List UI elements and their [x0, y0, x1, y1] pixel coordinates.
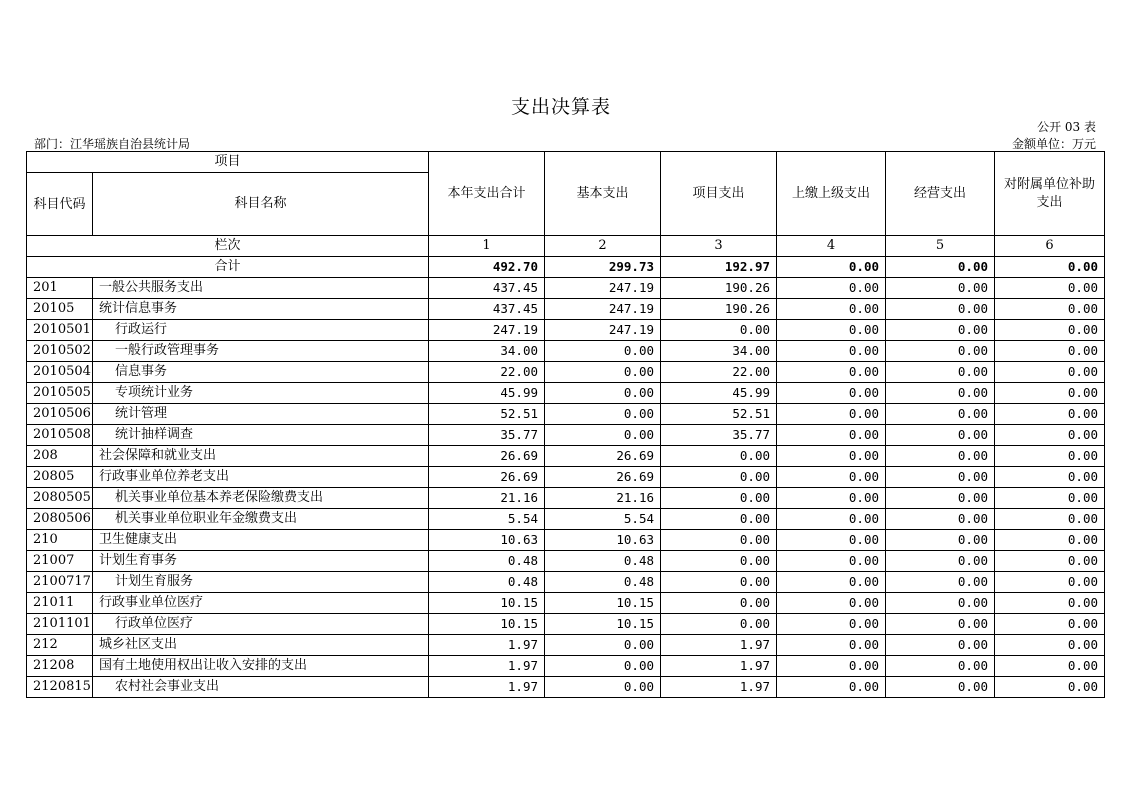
- amount-cell: 0.00: [661, 551, 777, 572]
- amount-cell: 0.00: [995, 320, 1105, 341]
- amount-cell: 0.00: [777, 656, 886, 677]
- table-row: [27, 509, 1105, 530]
- amount-cell: 5.54: [545, 509, 661, 530]
- subject-name: 统计管理: [93, 404, 429, 425]
- subject-code: 20805: [27, 467, 93, 488]
- row-index: [27, 236, 1105, 257]
- subject-name: 机关事业单位职业年金缴费支出: [93, 509, 429, 530]
- header-col-project: 项目支出: [661, 152, 777, 236]
- amount-cell: 0.00: [886, 404, 995, 425]
- amount-cell: 0.00: [995, 656, 1105, 677]
- header-col-basic: 基本支出: [545, 152, 661, 236]
- amount-cell: 10.63: [545, 530, 661, 551]
- amount-cell: 0.00: [886, 593, 995, 614]
- amount-cell: 247.19: [545, 278, 661, 299]
- subject-code: 20105: [27, 299, 93, 320]
- row-index-cell: 3: [661, 236, 777, 257]
- row-index-label: 栏次: [27, 236, 429, 257]
- amount-cell: 0.00: [886, 614, 995, 635]
- header-col-total: 本年支出合计: [429, 152, 545, 236]
- table-row: [27, 677, 1105, 698]
- amount-cell: 0.00: [995, 467, 1105, 488]
- amount-cell: 0.00: [995, 341, 1105, 362]
- amount-cell: 0.00: [661, 320, 777, 341]
- subject-name: 专项统计业务: [93, 383, 429, 404]
- amount-cell: 0.00: [995, 614, 1105, 635]
- amount-cell: 0.00: [995, 572, 1105, 593]
- amount-cell: 0.00: [545, 656, 661, 677]
- subject-code: 2100717: [27, 572, 93, 593]
- total-value: 0.00: [777, 257, 886, 278]
- amount-cell: 52.51: [661, 404, 777, 425]
- amount-cell: 0.00: [886, 278, 995, 299]
- amount-cell: 247.19: [545, 320, 661, 341]
- amount-cell: 10.15: [429, 614, 545, 635]
- table-row: [27, 446, 1105, 467]
- subject-name: 农村社会事业支出: [93, 677, 429, 698]
- amount-cell: 1.97: [429, 677, 545, 698]
- amount-cell: 0.00: [995, 383, 1105, 404]
- table-row: [27, 383, 1105, 404]
- amount-cell: 0.00: [886, 341, 995, 362]
- subject-code: 210: [27, 530, 93, 551]
- table-body: [27, 257, 1105, 698]
- table-row: [27, 320, 1105, 341]
- subject-code: 2010504: [27, 362, 93, 383]
- subject-name: 统计信息事务: [93, 299, 429, 320]
- amount-cell: 0.00: [545, 677, 661, 698]
- subject-name: 计划生育服务: [93, 572, 429, 593]
- subject-code: 212: [27, 635, 93, 656]
- amount-cell: 45.99: [429, 383, 545, 404]
- subject-name: 行政单位医疗: [93, 614, 429, 635]
- amount-cell: 0.00: [777, 488, 886, 509]
- amount-cell: 0.00: [777, 635, 886, 656]
- amount-cell: 0.48: [429, 551, 545, 572]
- table-code: 公开 03 表: [1037, 120, 1096, 134]
- amount-cell: 34.00: [429, 341, 545, 362]
- amount-cell: 1.97: [661, 677, 777, 698]
- row-index-cell: 6: [995, 236, 1105, 257]
- table-row: [27, 299, 1105, 320]
- amount-cell: 0.00: [661, 467, 777, 488]
- amount-cell: 0.00: [886, 488, 995, 509]
- amount-cell: 26.69: [545, 446, 661, 467]
- subject-name: 国有土地使用权出让收入安排的支出: [93, 656, 429, 677]
- total-row: [27, 257, 1105, 278]
- amount-cell: 0.00: [777, 341, 886, 362]
- amount-cell: 1.97: [429, 635, 545, 656]
- amount-cell: 0.00: [995, 551, 1105, 572]
- amount-cell: 0.00: [886, 425, 995, 446]
- amount-cell: 0.00: [777, 509, 886, 530]
- row-index-cell: 4: [777, 236, 886, 257]
- amount-cell: 0.00: [995, 404, 1105, 425]
- amount-cell: 0.00: [886, 509, 995, 530]
- amount-cell: 0.00: [995, 509, 1105, 530]
- amount-cell: 0.00: [886, 572, 995, 593]
- amount-cell: 0.00: [995, 278, 1105, 299]
- amount-cell: 0.00: [777, 530, 886, 551]
- amount-cell: 0.00: [886, 446, 995, 467]
- department-label: 部门：江华瑶族自治县统计局: [34, 137, 191, 151]
- amount-cell: 10.15: [545, 593, 661, 614]
- amount-cell: 35.77: [429, 425, 545, 446]
- amount-cell: 34.00: [661, 341, 777, 362]
- total-value: 299.73: [545, 257, 661, 278]
- amount-cell: 0.00: [777, 362, 886, 383]
- subject-code: 2010501: [27, 320, 93, 341]
- header-col-operating: 经营支出: [886, 152, 995, 236]
- subject-name: 信息事务: [93, 362, 429, 383]
- amount-cell: 190.26: [661, 299, 777, 320]
- amount-cell: 10.15: [545, 614, 661, 635]
- table-row: [27, 656, 1105, 677]
- amount-cell: 0.00: [545, 635, 661, 656]
- amount-cell: 247.19: [545, 299, 661, 320]
- amount-cell: 0.00: [995, 425, 1105, 446]
- amount-cell: 0.00: [777, 677, 886, 698]
- subject-code: 2010506: [27, 404, 93, 425]
- amount-cell: 0.00: [777, 572, 886, 593]
- table-header: [27, 152, 1105, 257]
- amount-cell: 0.00: [886, 467, 995, 488]
- amount-cell: 0.00: [661, 593, 777, 614]
- table-row: [27, 572, 1105, 593]
- row-index-cell: 1: [429, 236, 545, 257]
- amount-cell: 0.48: [545, 572, 661, 593]
- subject-code: 2010508: [27, 425, 93, 446]
- amount-cell: 0.00: [777, 593, 886, 614]
- total-label: 合计: [27, 257, 429, 278]
- header-name: 科目名称: [93, 173, 429, 236]
- amount-cell: 0.00: [777, 404, 886, 425]
- subject-name: 行政运行: [93, 320, 429, 341]
- amount-cell: 0.48: [545, 551, 661, 572]
- amount-cell: 0.00: [777, 278, 886, 299]
- amount-cell: 0.00: [995, 530, 1105, 551]
- amount-cell: 0.00: [545, 362, 661, 383]
- amount-cell: 26.69: [429, 446, 545, 467]
- subject-code: 21208: [27, 656, 93, 677]
- subject-code: 208: [27, 446, 93, 467]
- amount-cell: 0.00: [545, 341, 661, 362]
- row-index-cell: 2: [545, 236, 661, 257]
- amount-cell: 0.48: [429, 572, 545, 593]
- subject-code: 21011: [27, 593, 93, 614]
- amount-cell: 437.45: [429, 299, 545, 320]
- amount-cell: 0.00: [995, 677, 1105, 698]
- amount-cell: 10.63: [429, 530, 545, 551]
- amount-cell: 26.69: [545, 467, 661, 488]
- subject-code: 2080506: [27, 509, 93, 530]
- amount-cell: 1.97: [661, 656, 777, 677]
- total-value: 0.00: [995, 257, 1105, 278]
- amount-cell: 0.00: [545, 383, 661, 404]
- total-value: 192.97: [661, 257, 777, 278]
- subject-code: 201: [27, 278, 93, 299]
- header-col-remit: 上缴上级支出: [777, 152, 886, 236]
- amount-cell: 0.00: [777, 467, 886, 488]
- header-code: 科目代码: [27, 173, 93, 236]
- amount-cell: 0.00: [777, 299, 886, 320]
- subject-name: 机关事业单位基本养老保险缴费支出: [93, 488, 429, 509]
- table-row: [27, 425, 1105, 446]
- amount-cell: 0.00: [886, 299, 995, 320]
- amount-cell: 0.00: [661, 530, 777, 551]
- subject-name: 行政事业单位养老支出: [93, 467, 429, 488]
- amount-cell: 1.97: [661, 635, 777, 656]
- amount-cell: 0.00: [886, 551, 995, 572]
- amount-cell: 0.00: [661, 488, 777, 509]
- subject-name: 城乡社区支出: [93, 635, 429, 656]
- subject-name: 一般公共服务支出: [93, 278, 429, 299]
- amount-cell: 0.00: [777, 383, 886, 404]
- table-row: [27, 362, 1105, 383]
- subject-name: 社会保障和就业支出: [93, 446, 429, 467]
- page-title: 支出决算表: [510, 96, 611, 118]
- amount-cell: 0.00: [995, 488, 1105, 509]
- amount-cell: 0.00: [545, 425, 661, 446]
- amount-cell: 0.00: [777, 446, 886, 467]
- amount-cell: 21.16: [545, 488, 661, 509]
- subject-name: 计划生育事务: [93, 551, 429, 572]
- total-value: 492.70: [429, 257, 545, 278]
- amount-cell: 0.00: [777, 551, 886, 572]
- table-row: [27, 593, 1105, 614]
- total-value: 0.00: [886, 257, 995, 278]
- amount-cell: 0.00: [661, 614, 777, 635]
- amount-cell: 0.00: [995, 593, 1105, 614]
- amount-cell: 190.26: [661, 278, 777, 299]
- amount-cell: 0.00: [777, 614, 886, 635]
- subject-code: 2010502: [27, 341, 93, 362]
- amount-cell: 0.00: [995, 362, 1105, 383]
- amount-cell: 10.15: [429, 593, 545, 614]
- amount-cell: 22.00: [661, 362, 777, 383]
- amount-cell: 437.45: [429, 278, 545, 299]
- subject-name: 卫生健康支出: [93, 530, 429, 551]
- amount-cell: 0.00: [995, 635, 1105, 656]
- amount-cell: 0.00: [661, 446, 777, 467]
- amount-cell: 21.16: [429, 488, 545, 509]
- subject-code: 2120815: [27, 677, 93, 698]
- amount-cell: 35.77: [661, 425, 777, 446]
- table-row: [27, 404, 1105, 425]
- amount-cell: 0.00: [777, 425, 886, 446]
- subject-code: 2101101: [27, 614, 93, 635]
- amount-cell: 1.97: [429, 656, 545, 677]
- header-project: 项目: [27, 152, 429, 173]
- amount-cell: 52.51: [429, 404, 545, 425]
- subject-name: 一般行政管理事务: [93, 341, 429, 362]
- amount-cell: 0.00: [886, 383, 995, 404]
- amount-cell: 0.00: [886, 656, 995, 677]
- amount-cell: 0.00: [995, 299, 1105, 320]
- amount-cell: 0.00: [545, 404, 661, 425]
- amount-cell: 5.54: [429, 509, 545, 530]
- table-row: [27, 530, 1105, 551]
- amount-cell: 0.00: [886, 530, 995, 551]
- table-row: [27, 467, 1105, 488]
- table-row: [27, 278, 1105, 299]
- subject-name: 行政事业单位医疗: [93, 593, 429, 614]
- amount-cell: 0.00: [777, 320, 886, 341]
- amount-cell: 22.00: [429, 362, 545, 383]
- amount-cell: 0.00: [886, 635, 995, 656]
- amount-cell: 0.00: [886, 677, 995, 698]
- amount-cell: 0.00: [661, 509, 777, 530]
- amount-cell: 45.99: [661, 383, 777, 404]
- table-row: [27, 635, 1105, 656]
- expenditure-table: [26, 151, 1105, 698]
- amount-cell: 0.00: [995, 446, 1105, 467]
- subject-code: 2080505: [27, 488, 93, 509]
- header-col-subsidy: 对附属单位补助支出: [995, 152, 1105, 236]
- subject-code: 21007: [27, 551, 93, 572]
- subject-code: 2010505: [27, 383, 93, 404]
- amount-unit-label: 金额单位：万元: [1011, 137, 1096, 151]
- table-row: [27, 341, 1105, 362]
- table-row: [27, 551, 1105, 572]
- table-row: [27, 614, 1105, 635]
- amount-cell: 247.19: [429, 320, 545, 341]
- amount-cell: 0.00: [661, 572, 777, 593]
- amount-cell: 0.00: [886, 320, 995, 341]
- subject-name: 统计抽样调查: [93, 425, 429, 446]
- table-row: [27, 488, 1105, 509]
- amount-cell: 0.00: [886, 362, 995, 383]
- amount-cell: 26.69: [429, 467, 545, 488]
- row-index-cell: 5: [886, 236, 995, 257]
